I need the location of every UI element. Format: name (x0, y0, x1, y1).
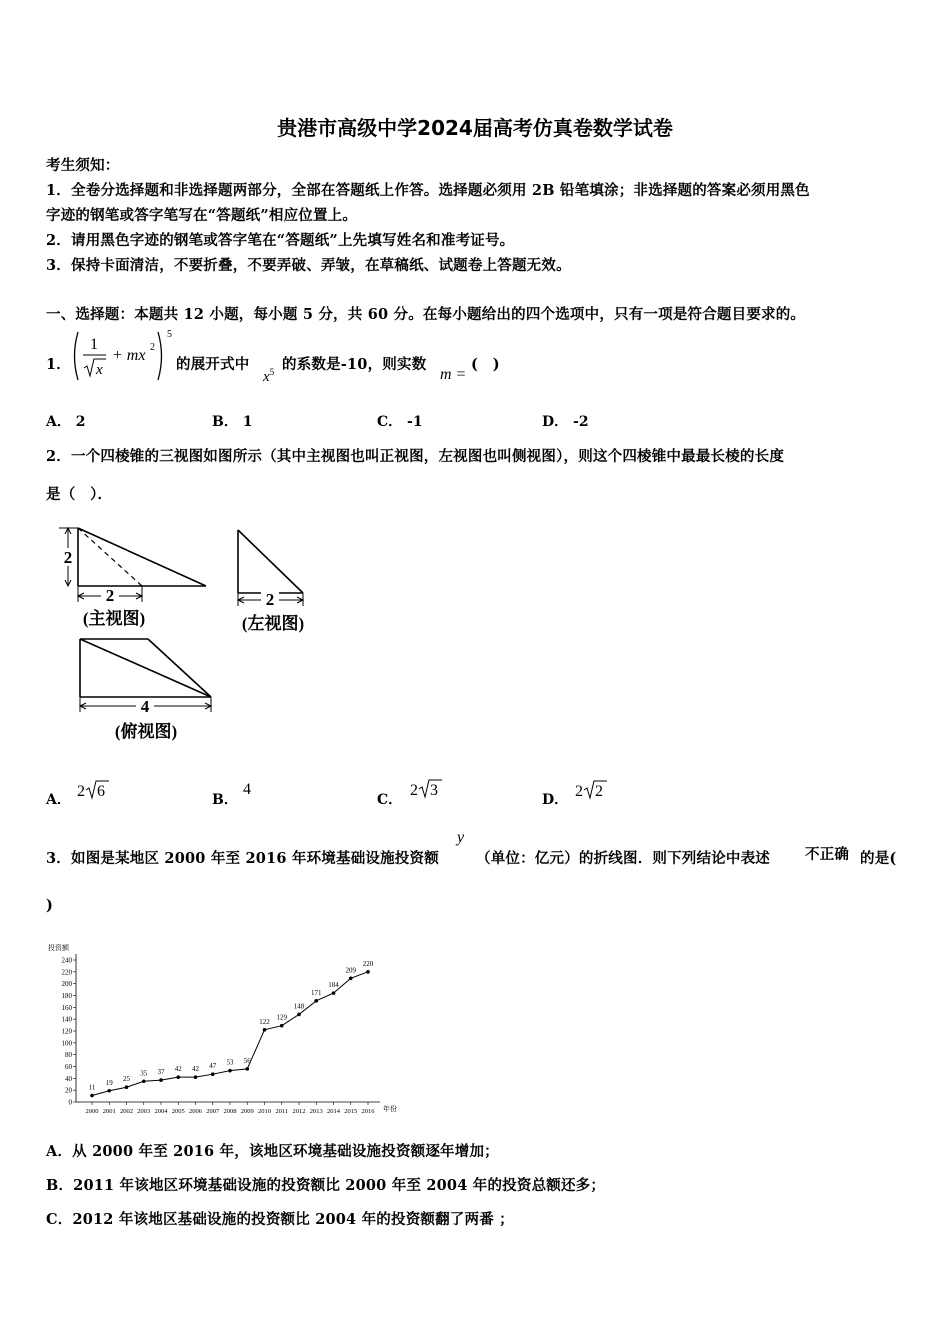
x-tick-label: 2002 (120, 1108, 133, 1115)
y-tick-label: 20 (65, 1086, 72, 1095)
y-tick-label: 140 (61, 1015, 72, 1024)
x-tick-label: 2016 (361, 1108, 375, 1115)
x-tick-label: 2001 (102, 1108, 116, 1115)
x-tick-label: 2015 (344, 1108, 358, 1115)
data-label: 11 (88, 1083, 96, 1092)
q1-expression (68, 326, 176, 386)
front-height-label: 2 (63, 548, 73, 567)
data-label: 42 (174, 1065, 182, 1074)
q3-option-a: A．从 2000 年至 2016 年，该地区环境基础设施投资额逐年增加； (46, 1143, 499, 1160)
section-1-heading: 一、选择题：本题共 12 小题，每小题 5 分，共 60 分。在每小题给出的四个选项中，只有一项是符合题目要求的。 (46, 306, 806, 323)
data-label: 25 (123, 1075, 130, 1084)
notice-item-3: 3．保持卡面清洁，不要折叠，不要弄破、弄皱，在草稿纸、试题卷上答题无效。 (46, 257, 571, 274)
q3-y-var: y (457, 829, 465, 846)
q1-option-a: A． 2 (46, 414, 86, 430)
data-label: 129 (276, 1013, 287, 1022)
svg-text:6: 6 (97, 783, 105, 800)
q2-option-b-value: 4 (243, 781, 251, 798)
front-width-label: 2 (105, 586, 115, 605)
x-tick-label: 2000 (85, 1108, 99, 1115)
data-point (366, 970, 370, 974)
q1-option-b: B． 1 (212, 414, 253, 430)
q1-number: 1． (46, 356, 71, 373)
data-point (263, 1028, 267, 1032)
data-label: 35 (140, 1069, 148, 1078)
q1-m-eq: m = (440, 366, 467, 383)
y-tick-label: 240 (61, 956, 72, 965)
q2-option-c-label: C． (377, 792, 403, 808)
data-label: 42 (192, 1065, 199, 1074)
svg-text:2: 2 (595, 783, 603, 800)
q3-line-1a: 3．如图是某地区 2000 年至 2016 年环境基础设施投资额 (46, 850, 439, 867)
q3-option-c: C．2012 年该地区基础设施的投资额比 2004 年的投资额翻了两番 ； (46, 1211, 514, 1228)
q2-line-1: 2．一个四棱锥的三视图如图所示（其中主视图也叫正视图，左视图也叫侧视图），则这个四棱锥中最最长棱的长度 (46, 448, 785, 465)
y-tick-label: 0 (68, 1098, 72, 1107)
q1-exp-5: 5 (167, 329, 172, 340)
data-point (297, 1013, 301, 1017)
y-tick-label: 60 (65, 1063, 72, 1071)
q2-option-c-value (409, 776, 449, 802)
x-tick-label: 2007 (206, 1108, 220, 1115)
q3-option-b: B．2011 年该地区环境基础设施的投资额比 2000 年至 2004 年的投资总额还多； (46, 1177, 606, 1194)
notice-item-2: 2．请用黑色字迹的钢笔或答字笔在“答题纸”上先填写姓名和准考证号。 (46, 232, 515, 249)
data-label: 184 (328, 981, 339, 990)
data-point (107, 1089, 111, 1093)
q1-exp-2: 2 (150, 342, 155, 353)
y-tick-label: 120 (61, 1027, 72, 1036)
y-tick-label: 100 (61, 1039, 72, 1048)
front-view (59, 528, 206, 605)
q1-frac-num: 1 (90, 336, 98, 353)
notice-heading: 考生须知： (46, 157, 120, 174)
q2-option-d-value (574, 777, 614, 803)
data-point (314, 999, 318, 1003)
q3-line-2: ) (46, 897, 54, 914)
svg-text:3: 3 (430, 782, 438, 799)
data-label: 47 (209, 1062, 217, 1071)
data-point (159, 1078, 163, 1082)
y-tick-label: 180 (61, 992, 72, 1000)
x-tick-label: 2010 (258, 1108, 271, 1115)
notice-item-1-line-1: 1．全卷分选择题和非选择题两部分，全部在答题纸上作答。选择题必须用 2B 铅笔填涂；非选择题的答案必须用黑色 (46, 182, 810, 199)
x-tick-label: 2011 (275, 1108, 289, 1115)
data-point (280, 1024, 284, 1028)
data-point (228, 1069, 232, 1073)
q1-option-d: D． -2 (542, 414, 589, 430)
x-tick-label: 2012 (292, 1108, 306, 1115)
svg-text:2: 2 (77, 783, 85, 800)
sqrt-sign (84, 359, 106, 376)
x-tick-label: 2014 (327, 1108, 340, 1115)
data-point (245, 1067, 249, 1071)
page-title: 贵港市高级中学2024届高考仿真卷数学试卷 (277, 116, 673, 140)
right-paren (158, 332, 162, 380)
q1-text-a: 的展开式中 (176, 356, 250, 373)
front-view-caption: (主视图) (82, 609, 146, 628)
y-tick-label: 160 (61, 1003, 72, 1012)
chart-ylabel: 投资额 (48, 944, 69, 952)
data-point (332, 991, 336, 995)
data-label: 56 (243, 1056, 251, 1065)
y-tick-label: 220 (61, 968, 72, 977)
x-tick-label: 2003 (137, 1108, 151, 1115)
data-label: 122 (259, 1017, 270, 1026)
series-line (92, 972, 368, 1096)
top-view-caption: (俯视图) (114, 722, 178, 741)
data-point (142, 1079, 146, 1083)
x-tick-label: 2013 (309, 1108, 323, 1115)
data-point (211, 1072, 215, 1076)
q2-option-d-label: D． (542, 792, 569, 808)
y-tick-label: 80 (65, 1051, 72, 1060)
data-label: 171 (311, 988, 322, 997)
data-point (194, 1075, 198, 1079)
x-tick-label: 2004 (154, 1108, 168, 1115)
data-label: 148 (293, 1002, 305, 1011)
data-point (176, 1075, 180, 1079)
data-label: 37 (157, 1068, 165, 1077)
data-point (349, 977, 353, 981)
chart-xlabel: 年份 (383, 1105, 397, 1113)
data-label: 209 (345, 966, 356, 975)
q3-line-1d: 的是( (860, 850, 897, 867)
q2-option-b-label: B． (212, 792, 238, 808)
y-tick-label: 200 (61, 980, 72, 989)
q1-x5: $x^5$ (263, 367, 275, 385)
investment-line-chart (40, 938, 400, 1118)
q1-blank: ( ) (471, 356, 500, 373)
q3-line-1b: （单位：亿元）的折线图．则下列结论中表述 (476, 850, 770, 867)
x-tick-label: 2005 (171, 1108, 185, 1115)
side-view-caption: (左视图) (241, 614, 305, 633)
svg-text:2: 2 (575, 783, 583, 800)
side-view (238, 530, 303, 609)
data-label: 53 (226, 1058, 234, 1067)
x-tick-label: 2009 (240, 1108, 254, 1115)
y-tick-label: 40 (65, 1074, 72, 1083)
top-view (80, 639, 211, 716)
notice-item-1-line-2: 字迹的钢笔或答字笔写在“答题纸”相应位置上。 (46, 207, 358, 224)
q1-plus-term: + mx (112, 347, 146, 364)
q2-option-a-value (76, 777, 116, 803)
q3-line-1c: 不正确 (805, 846, 850, 863)
three-view-figure (50, 520, 330, 750)
side-width-label: 2 (265, 590, 275, 609)
x-tick-label: 2008 (223, 1108, 237, 1115)
q2-line-2: 是（ ）． (46, 486, 113, 503)
data-label: 19 (105, 1078, 113, 1087)
left-paren (75, 332, 79, 380)
x-tick-label: 2006 (189, 1108, 202, 1115)
q1-text-b: 的系数是-10，则实数 (282, 356, 427, 373)
data-label: 220 (362, 959, 374, 968)
data-point (125, 1085, 129, 1089)
top-width-label: 4 (140, 697, 150, 716)
q2-option-a-label: A． (46, 792, 71, 808)
q1-option-c: C． -1 (377, 414, 423, 430)
q1-frac-den: x (96, 362, 103, 378)
data-point (90, 1094, 94, 1098)
svg-text:2: 2 (410, 782, 418, 799)
